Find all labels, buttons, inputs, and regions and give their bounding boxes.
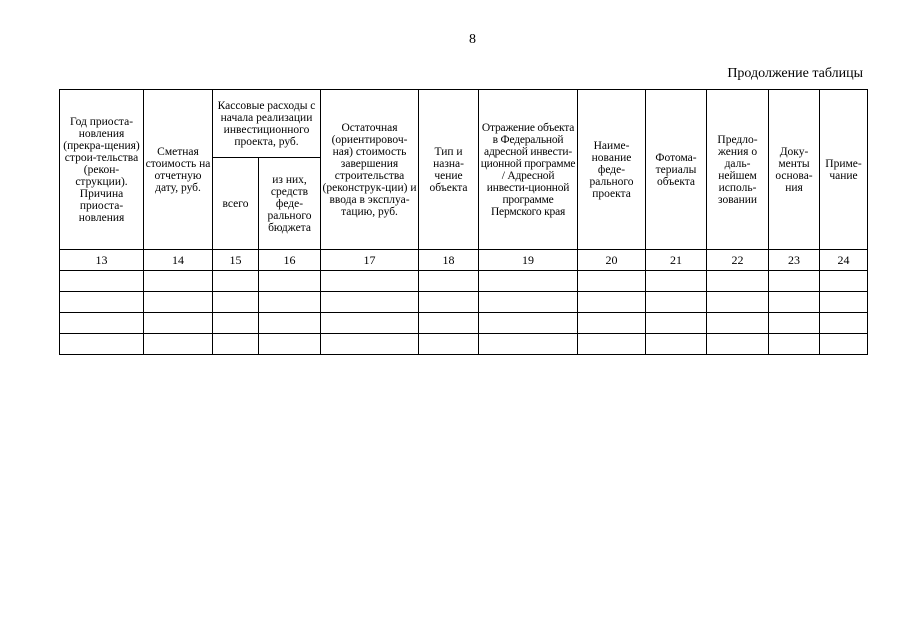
table-row — [60, 292, 868, 313]
column-number-row — [60, 250, 868, 271]
header-col-20: Наиме-нование феде-рального проекта — [578, 90, 646, 250]
table-row — [60, 271, 868, 292]
header-col-19: Отражение объекта в Федеральной адресной инвести-ционной программе / Адресной инвести-ционной программе Пермского края — [479, 90, 578, 250]
column-number: 15 — [213, 250, 259, 271]
table-row — [60, 334, 868, 355]
header-col-13: Год приоста-новления (прекра-щения) строи-тельства (рекон-струкции). Причина приоста-новления — [60, 90, 144, 250]
column-number: 19 — [479, 250, 578, 271]
header-col-14: Сметная стоимость на отчетную дату, руб. — [144, 90, 213, 250]
page-number: 8 — [469, 32, 476, 47]
column-number: 21 — [646, 250, 707, 271]
header-col-23: Доку-менты основа-ния — [769, 90, 820, 250]
column-number: 20 — [578, 250, 646, 271]
column-number: 16 — [259, 250, 321, 271]
header-col-21: Фотома-териалы объекта — [646, 90, 707, 250]
table-row — [60, 313, 868, 334]
data-table — [59, 89, 868, 355]
column-number: 18 — [419, 250, 479, 271]
header-col-18: Тип и назна-чение объекта — [419, 90, 479, 250]
column-number: 13 — [60, 250, 144, 271]
column-number: 14 — [144, 250, 213, 271]
header-col-15-16: Кассовые расходы с начала реализации инвестиционного проекта, руб. — [213, 90, 321, 158]
column-number: 17 — [321, 250, 419, 271]
continuation-label: Продолжение таблицы — [727, 66, 863, 81]
header-col-15: всего — [213, 158, 259, 250]
column-number: 22 — [707, 250, 769, 271]
header-col-16: из них, средств феде-рального бюджета — [259, 158, 321, 250]
header-col-17: Остаточная (ориентировоч-ная) стоимость завершения строительства (реконструк-ции) и ввода в эксплуа-тацию, руб. — [321, 90, 419, 250]
column-number: 24 — [820, 250, 868, 271]
header-col-24: Приме-чание — [820, 90, 868, 250]
column-number: 23 — [769, 250, 820, 271]
header-col-22: Предло-жения о даль-нейшем исполь-зовании — [707, 90, 769, 250]
